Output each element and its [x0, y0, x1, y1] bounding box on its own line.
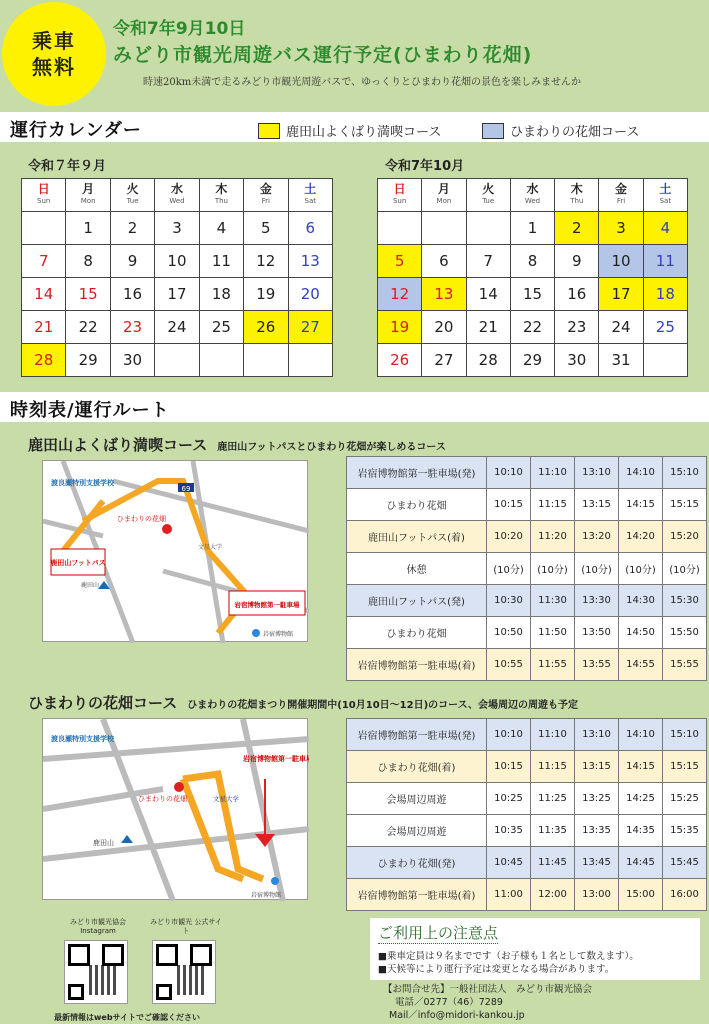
departure-time: 14:10 — [619, 719, 663, 751]
route2-title: ひまわりの花畑コース — [28, 694, 178, 712]
calendar-week-row — [22, 278, 333, 311]
departure-time: 13:20 — [575, 521, 619, 553]
departure-time: 14:30 — [619, 585, 663, 617]
calendar-week-row — [22, 344, 333, 377]
stop-name: 鹿田山フットパス(着) — [347, 521, 487, 553]
departure-time: 13:50 — [575, 617, 619, 649]
calendar-day: 18 — [643, 278, 687, 311]
calendar-day — [466, 212, 510, 245]
weekday-header — [422, 179, 466, 212]
route2-map-svg — [43, 719, 309, 901]
weekday-en: Sun — [37, 197, 51, 205]
departure-time: 14:20 — [619, 521, 663, 553]
route2-heading — [28, 692, 578, 713]
departure-time: 10:10 — [487, 719, 531, 751]
stop-name: 岩宿博物館第一駐車場(着) — [347, 879, 487, 911]
departure-time: 14:35 — [619, 815, 663, 847]
calendar-day — [199, 344, 243, 377]
timetable-row — [347, 847, 707, 879]
departure-time: 14:25 — [619, 783, 663, 815]
calendar-day: 20 — [288, 278, 332, 311]
map-museum-label: 岩宿博物館第一駐車場 — [234, 601, 300, 609]
calendar-day: 23 — [555, 311, 599, 344]
mountain-icon — [121, 835, 133, 843]
weekday-en: Sat — [659, 197, 672, 205]
departure-time: 14:10 — [619, 457, 663, 489]
departure-time: 15:50 — [663, 617, 707, 649]
weekday-jp: 金 — [615, 182, 628, 196]
weekday-jp: 火 — [482, 182, 495, 196]
legend-course1 — [258, 121, 441, 140]
departure-time: 14:45 — [619, 847, 663, 879]
departure-time: 12:00 — [531, 879, 575, 911]
legend-course2 — [482, 121, 639, 140]
departure-time: 11:15 — [531, 751, 575, 783]
weekday-jp: 土 — [659, 182, 672, 196]
calendar-day: 1 — [510, 212, 554, 245]
calendar-day: 9 — [110, 245, 154, 278]
departure-time: 14:55 — [619, 649, 663, 681]
departure-time: 11:35 — [531, 815, 575, 847]
departure-time: 13:15 — [575, 489, 619, 521]
notice-title: ご利用上の注意点 — [378, 924, 499, 942]
calendar-week-row — [378, 311, 688, 344]
calendar-day: 7 — [466, 245, 510, 278]
departure-time: 10:30 — [487, 585, 531, 617]
route-number: 69 — [181, 485, 191, 493]
departure-time: 10:15 — [487, 751, 531, 783]
route1-title: 鹿田山よくばり満喫コース — [28, 436, 208, 454]
departure-time: 15:10 — [663, 457, 707, 489]
calendar-day: 12 — [244, 245, 288, 278]
weekday-jp: 木 — [570, 182, 583, 196]
page-title: みどり市観光周遊バス運行予定(ひまわり花畑) — [113, 44, 533, 66]
map-school-label: 渡良瀬特別支援学校 — [51, 479, 114, 487]
weekday-jp: 月 — [82, 182, 95, 196]
departure-time: 13:25 — [575, 783, 619, 815]
departure-time: 14:15 — [619, 751, 663, 783]
calendar-day: 2 — [555, 212, 599, 245]
legend-yellow-swatch — [258, 123, 280, 139]
timetable-row — [347, 521, 707, 553]
calendar-day: 30 — [110, 344, 154, 377]
calendar-day: 22 — [510, 311, 554, 344]
calendar-day: 14 — [466, 278, 510, 311]
weekday-en: Thu — [570, 197, 584, 205]
sep-calendar-title: 令和７年９月 — [28, 159, 107, 174]
contact-info — [383, 983, 693, 1022]
flower-field-marker — [174, 782, 184, 792]
free-ride-badge — [2, 2, 106, 106]
departure-time: 11:20 — [531, 521, 575, 553]
departure-time: (10分) — [531, 553, 575, 585]
departure-time: 15:00 — [619, 879, 663, 911]
calendar-day: 4 — [199, 212, 243, 245]
departure-time: 11:25 — [531, 783, 575, 815]
departure-time: 15:30 — [663, 585, 707, 617]
calendar-day: 14 — [22, 278, 66, 311]
weekday-header — [22, 179, 66, 212]
route1-desc: 鹿田山フットパスとひまわり花畑が楽しめるコース — [217, 442, 446, 453]
departure-time: 15:45 — [663, 847, 707, 879]
departure-time: 10:10 — [487, 457, 531, 489]
calendar-day — [244, 344, 288, 377]
weekday-jp: 月 — [437, 182, 450, 196]
timetable-row — [347, 815, 707, 847]
calendar-day: 19 — [378, 311, 422, 344]
calendar-day: 27 — [288, 311, 332, 344]
contact-email[interactable]: Mail／info@midori-kankou.jp — [389, 1010, 525, 1021]
calendar-day: 11 — [199, 245, 243, 278]
calendar-day: 26 — [244, 311, 288, 344]
calendar-day — [378, 212, 422, 245]
departure-time: 15:20 — [663, 521, 707, 553]
flower-field-marker — [162, 524, 172, 534]
departure-time: 13:10 — [575, 457, 619, 489]
notice-box — [370, 918, 700, 980]
qr-right-label: みどり市観光 公式サイト — [150, 918, 222, 935]
departure-time: 15:35 — [663, 815, 707, 847]
weekday-header — [466, 179, 510, 212]
qr-footer-text: 最新情報はwebサイトでご確認ください — [54, 1013, 200, 1022]
weekday-en: Wed — [169, 197, 185, 205]
calendar-week-row — [378, 344, 688, 377]
calendar-day: 8 — [510, 245, 554, 278]
qr-left-label: みどり市観光協会 Instagram — [70, 918, 126, 935]
header-subtitle: 時速20km未満で走るみどり市観光周遊バスで、ゆっくりとひまわり花畑の景色を楽しみませんか — [143, 77, 581, 88]
weekday-jp: 水 — [170, 182, 183, 196]
weekday-header — [510, 179, 554, 212]
calendar-day: 24 — [599, 311, 643, 344]
departure-time: 10:55 — [487, 649, 531, 681]
calendar-day: 9 — [555, 245, 599, 278]
calendar-day: 16 — [110, 278, 154, 311]
departure-time: 13:30 — [575, 585, 619, 617]
calendar-day: 10 — [155, 245, 199, 278]
calendar-week-row — [22, 212, 333, 245]
departure-time: 15:15 — [663, 751, 707, 783]
notice-line: ■天候等により運行予定は変更となる場合があります。 — [378, 964, 615, 975]
departure-time: 16:00 — [663, 879, 707, 911]
weekday-en: Wed — [524, 197, 541, 205]
stop-name: 会場周辺周遊 — [347, 783, 487, 815]
departure-time: 11:30 — [531, 585, 575, 617]
calendar-day: 15 — [510, 278, 554, 311]
calendar-day: 21 — [22, 311, 66, 344]
departure-time: 15:10 — [663, 719, 707, 751]
calendar-day: 19 — [244, 278, 288, 311]
calendar-day: 5 — [244, 212, 288, 245]
contact-org: 【お問合せ先】一般社団法人 みどり市観光協会 — [383, 984, 593, 995]
timetable-row — [347, 489, 707, 521]
departure-time: 14:15 — [619, 489, 663, 521]
calendar-day: 24 — [155, 311, 199, 344]
departure-time: 11:00 — [487, 879, 531, 911]
map-museum-mark-label: 岩宿博物館 — [251, 892, 282, 899]
calendar-day — [22, 212, 66, 245]
museum-marker — [271, 877, 279, 885]
weekday-header-row — [22, 179, 333, 212]
badge-line1: 乗車 — [32, 29, 76, 53]
route1-map — [42, 460, 308, 642]
calendar-week-row — [378, 278, 688, 311]
stop-name: 鹿田山フットパス(発) — [347, 585, 487, 617]
departure-time: 11:50 — [531, 617, 575, 649]
september-calendar — [21, 178, 333, 377]
route1-timetable — [346, 456, 707, 681]
weekday-jp: 金 — [259, 182, 272, 196]
stop-name: 会場周辺周遊 — [347, 815, 487, 847]
departure-time: 10:45 — [487, 847, 531, 879]
calendar-day: 21 — [466, 311, 510, 344]
weekday-jp: 木 — [215, 182, 228, 196]
calendar-day: 25 — [643, 311, 687, 344]
departure-time: 13:45 — [575, 847, 619, 879]
timetable-row — [347, 457, 707, 489]
calendar-day: 15 — [66, 278, 110, 311]
route1-heading — [28, 434, 446, 455]
departure-time: 13:10 — [575, 719, 619, 751]
calendar-day: 8 — [66, 245, 110, 278]
calendar-day: 13 — [288, 245, 332, 278]
calendar-day: 28 — [22, 344, 66, 377]
calendar-day — [155, 344, 199, 377]
weekday-en: Tue — [126, 197, 139, 205]
weekday-header — [643, 179, 687, 212]
header-date: 令和7年9月10日 — [113, 19, 246, 39]
weekday-en: Thu — [214, 197, 228, 205]
stop-name: ひまわり花畑(着) — [347, 751, 487, 783]
timetable-row — [347, 879, 707, 911]
calendar-day: 27 — [422, 344, 466, 377]
timetable-row — [347, 617, 707, 649]
stop-name: 岩宿博物館第一駐車場(発) — [347, 719, 487, 751]
legend-label: ひまわりの花畑コース — [510, 125, 640, 140]
stop-name: 岩宿博物館第一駐車場(発) — [347, 457, 487, 489]
calendar-day: 22 — [66, 311, 110, 344]
weekday-header — [199, 179, 243, 212]
calendar-week-row — [378, 245, 688, 278]
weekday-en: Tue — [482, 197, 495, 205]
weekday-header — [110, 179, 154, 212]
calendar-day: 25 — [199, 311, 243, 344]
departure-time: 10:25 — [487, 783, 531, 815]
map-footpath-label: 鹿田山フットパス — [50, 559, 106, 567]
weekday-header — [288, 179, 332, 212]
weekday-en: Fri — [261, 197, 270, 205]
timetable-row — [347, 585, 707, 617]
timetable-row — [347, 649, 707, 681]
calendar-day: 20 — [422, 311, 466, 344]
calendar-day: 28 — [466, 344, 510, 377]
timetable-row — [347, 751, 707, 783]
calendar-day: 13 — [422, 278, 466, 311]
calendar-day — [288, 344, 332, 377]
timetable-section-title: 時刻表/運行ルート — [10, 400, 170, 421]
calendar-day: 30 — [555, 344, 599, 377]
departure-time: (10分) — [663, 553, 707, 585]
map-college-label: 文星大学 — [213, 795, 239, 803]
departure-time: 15:25 — [663, 783, 707, 815]
oct-calendar-title: 令和7年10月 — [385, 159, 465, 174]
departure-time: 10:35 — [487, 815, 531, 847]
legend-blue-swatch — [482, 123, 504, 139]
contact-phone: 電話／0277（46）7289 — [395, 997, 503, 1008]
route2-map — [42, 718, 308, 900]
weekday-header — [155, 179, 199, 212]
map-mountain-label: 鹿田山 — [81, 582, 100, 589]
departure-time: 11:15 — [531, 489, 575, 521]
calendar-day: 1 — [66, 212, 110, 245]
route2-timetable — [346, 718, 707, 911]
stop-name: 休憩 — [347, 553, 487, 585]
route2-desc: ひまわりの花畑まつり開催期間中(10月10日～12日)のコース、会場周辺の周遊も予定 — [187, 700, 578, 711]
departure-time: 15:55 — [663, 649, 707, 681]
stop-name: ひまわり花畑(発) — [347, 847, 487, 879]
weekday-en: Mon — [80, 197, 96, 205]
map-flower-label: ひまわりの花畑 — [117, 515, 166, 523]
legend-label: 鹿田山よくばり満喫コース — [286, 125, 442, 140]
departure-time: (10分) — [487, 553, 531, 585]
calendar-day: 31 — [599, 344, 643, 377]
map-museum-label: 岩宿博物館第一駐車場 — [243, 755, 309, 763]
calendar-day: 29 — [510, 344, 554, 377]
weekday-header — [244, 179, 288, 212]
map-flower-label: ひまわりの花畑 — [138, 795, 187, 803]
calendar-day: 3 — [155, 212, 199, 245]
calendar-day: 10 — [599, 245, 643, 278]
weekday-header — [555, 179, 599, 212]
weekday-header-row — [378, 179, 688, 212]
map-mountain-label: 鹿田山 — [93, 839, 114, 847]
instagram-qr-code[interactable] — [64, 940, 128, 1004]
departure-time: 10:50 — [487, 617, 531, 649]
map-school-label: 渡良瀬特別支援学校 — [51, 735, 114, 743]
departure-time: (10分) — [619, 553, 663, 585]
calendar-day: 2 — [110, 212, 154, 245]
weekday-en: Mon — [436, 197, 452, 205]
weekday-header — [378, 179, 422, 212]
departure-time: 14:50 — [619, 617, 663, 649]
calendar-day: 12 — [378, 278, 422, 311]
timetable-row — [347, 553, 707, 585]
departure-time: 13:00 — [575, 879, 619, 911]
departure-time: 11:55 — [531, 649, 575, 681]
calendar-section-title: 運行カレンダー — [10, 120, 142, 141]
stop-name: 岩宿博物館第一駐車場(着) — [347, 649, 487, 681]
calendar-day — [422, 212, 466, 245]
departure-time: 15:15 — [663, 489, 707, 521]
weekday-jp: 火 — [126, 182, 139, 196]
weekday-en: Sat — [304, 197, 316, 205]
timetable-row — [347, 783, 707, 815]
map-museum-mark-label: 岩宿博物館 — [263, 631, 294, 638]
timetable-row — [347, 719, 707, 751]
calendar-day: 16 — [555, 278, 599, 311]
route1-map-svg — [43, 461, 309, 643]
weekday-en: Sun — [392, 197, 407, 205]
map-college-label: 文星大学 — [198, 544, 223, 551]
departure-time: (10分) — [575, 553, 619, 585]
weekday-jp: 水 — [526, 182, 539, 196]
calendar-week-row — [22, 245, 333, 278]
departure-time: 11:10 — [531, 719, 575, 751]
calendar-day — [643, 344, 687, 377]
calendar-day: 3 — [599, 212, 643, 245]
weekday-en: Fri — [616, 197, 626, 205]
badge-line2: 無料 — [32, 55, 76, 79]
calendar-week-row — [22, 311, 333, 344]
calendar-day: 29 — [66, 344, 110, 377]
calendar-day: 7 — [22, 245, 66, 278]
calendar-day: 4 — [643, 212, 687, 245]
calendar-day: 11 — [643, 245, 687, 278]
weekday-jp: 日 — [393, 182, 406, 196]
departure-time: 11:45 — [531, 847, 575, 879]
calendar-day: 17 — [155, 278, 199, 311]
calendar-week-row — [378, 212, 688, 245]
calendar-day: 6 — [422, 245, 466, 278]
weekday-jp: 日 — [37, 182, 50, 196]
weekday-jp: 土 — [304, 182, 317, 196]
weekday-header — [599, 179, 643, 212]
calendar-day: 26 — [378, 344, 422, 377]
calendar-day: 18 — [199, 278, 243, 311]
departure-time: 10:20 — [487, 521, 531, 553]
stop-name: ひまわり花畑 — [347, 489, 487, 521]
departure-time: 11:10 — [531, 457, 575, 489]
calendar-day: 23 — [110, 311, 154, 344]
museum-marker — [252, 629, 260, 637]
stop-name: ひまわり花畑 — [347, 617, 487, 649]
departure-time: 13:55 — [575, 649, 619, 681]
notice-line: ■乗車定員は９名までです（お子様も１名として数えます）。 — [378, 951, 639, 962]
calendar-day: 5 — [378, 245, 422, 278]
departure-time: 13:35 — [575, 815, 619, 847]
calendar-day: 6 — [288, 212, 332, 245]
departure-time: 13:15 — [575, 751, 619, 783]
website-qr-code[interactable] — [152, 940, 216, 1004]
october-calendar — [377, 178, 688, 377]
departure-time: 10:15 — [487, 489, 531, 521]
calendar-day: 17 — [599, 278, 643, 311]
weekday-header — [66, 179, 110, 212]
